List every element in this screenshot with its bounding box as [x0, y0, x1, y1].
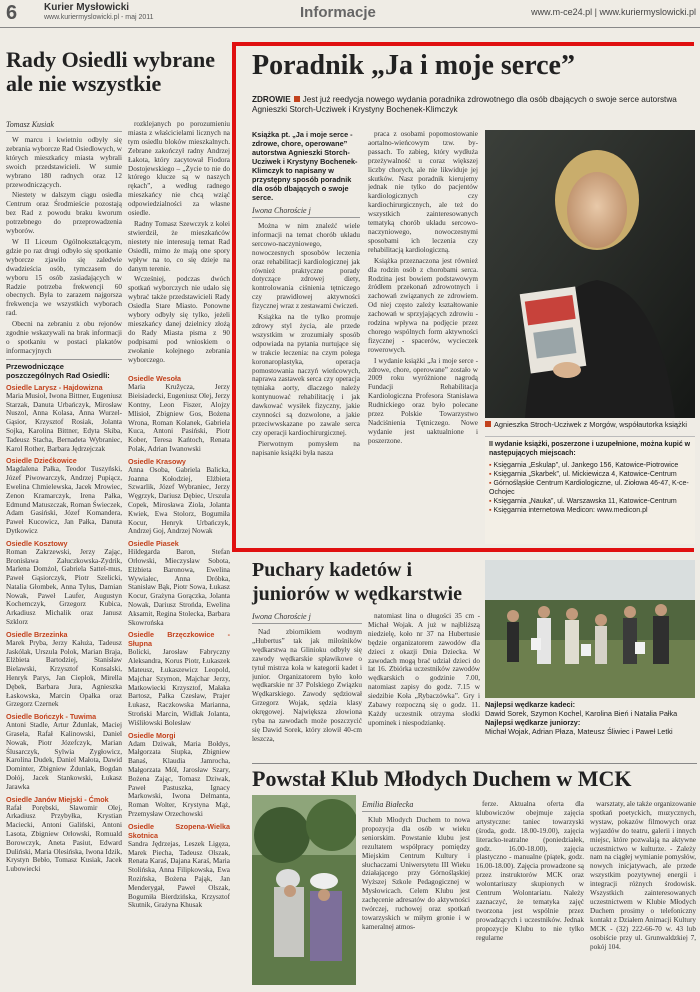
- club-byline: Emilia Białecka: [362, 800, 470, 812]
- paragraph: praca z osobami popomostowanie aortalno-wieńcowym tzw. by-passach. To zabieg, który wydłuża przeżywalność u coraz większej liczby chorych, ale nie likwiduje jej skutków. Nasz poradnik kierujemy jednak nie tylko do pacjentów kardiologicznych czy kardiochirurgicznych, ale też do wszystkich zainteresowanych tematyką chorób układu sercowo-naczyniowego, nowoczesnymi sposobami ich leczenia czy rehabilitacją kardiologiczną.: [368, 130, 478, 254]
- district-name: Osiedle Bończyk - Tuwima: [6, 712, 97, 722]
- district-members: Bolicki, Jarosław Fabryczny Aleksandra, Korus Piotr, Łukaszek Mateusz, Łukaszewicz Leopold, Majchar Szymon, Majchar Jerzy, Matkowiecki Krzysztof, Małaka Bartosz, Pałka Czesław, Prajer Łukasz, Raczkowska Marianna, Stroński Marcin, Widlak Jolanta, Wiśliłowski Bolesław: [128, 648, 230, 727]
- poradnik-column-2: [368, 130, 478, 548]
- caption-heading: Najlepsi wędkarze kadeci:: [485, 700, 576, 709]
- paragraph: natomiast lina o długości 35 cm - Michał Wojak. A już w najbliższą niedzielę, koło nr 37 na Hubertusie będzie organizatorem zawodów dla dzieci z okazji Dnia Dziecka. W zawodach mogą brać udział dzieci do lat 16. Zbiórka uczestników zawodów wędkarskich o godzinie 7.00, natomiast zapisy do godz. 7.15 w siedzibie Koła „Rybaczówka”. Gry i Zabawy rozpoczną się o godz. 11. Każdy uczestnik otrzyma słodki upominek i niespodziankę.: [368, 612, 480, 727]
- district-item: [128, 731, 230, 819]
- paragraph: Nad zbiornikiem wodnym „Hubertus” tak jak miłośników wędkarstwa na Glinioku odbyły się zawody wędkarskie spławikowe o tytuł mistrza koła w kategorii kadet i junior. Organizatorem było koło wędkarskie nr 37 Polskiego Związku Wędkarskiego. Zawody sędziował Grzegorz Wojak, sędzia klasy okręgowej. Największa złowiona ryba na zawodach może poszczycić się Dawid Sorek, który złowił 40-cm leszcza,: [252, 628, 362, 743]
- left-article-column-1: [6, 120, 122, 980]
- shop-list-item: ▪ Księgarnia „Skarbek”, ul. Mickiewicza 4, Katowice-Centrum: [489, 470, 691, 479]
- district-item: [6, 383, 122, 454]
- district-name: Osiedle Janów Miejski - Ćmok: [6, 794, 109, 804]
- shop-list-item: ▪ Księgarnia „Nauka”, ul. Warszawska 11, Katowice-Centrum: [489, 497, 691, 506]
- fishing-column-1: [252, 612, 362, 758]
- district-members: Anna Osoba, Gabriela Balicka, Joanna Kołodziej, Elżbieta Szwarlik, Józef Wybraniec, Jerzy Węgrzyk, Dariusz Dębiec, Urszula Copek, Mirosława Ziola, Jolanta Kwiek, Ewa Stolorz, Bogumiła Kocur, Henryk Urbańczyk, Andrzej Goj, Andrzej Nowak: [128, 465, 230, 536]
- district-members: Sandra Jędrzejas, Leszek Ligęza, Marek Piecha, Tadeusz Olszak, Renata Karaś, Dajana Karaś, Maria Stolińska, Anna Filipkowska, Ewa Rozińska, Bożena Pająk, Jan Menderygał, Paweł Olszak, Bogumiła Bierdzińska, Krzysztof Skutnik, Grażyna Khusak: [128, 839, 230, 910]
- district-members: Antoni Stadle, Artur Żdunlak, Maciej Grasela, Rafał Kalinowski, Daniel Nowak, Piotr Józefczyk, Marian Ślusarczyk, Sylwia Zygłowicz, Karolina Dudek, Daniel Małota, Dawid Dominter, Zbigniew Żdunlak, Bogdan Dołój, Jacek Stankowski, Łukasz Jarawka: [6, 721, 122, 791]
- poradnik-article-title: Poradnik „Ja i moje serce”: [252, 50, 575, 81]
- where-to-buy-box: [485, 436, 695, 544]
- paragraph: rozklejanych po porozumieniu miasta z właścicielami licznych na tym osiedlu bloków mieszkalnych. Zebrane zakończył radny Andrzej Łakota, który zacytował Fiodora Dostojewskiego – „Życie to nie do którego klucze są w naszych rękach”, a według radnego mieszkańcy nie chcą wziąć odpowiedzialności za własne osiedle.: [128, 120, 230, 218]
- district-name: Osiedle Brzęczkowice - Słupna: [128, 630, 230, 649]
- fishing-photo-caption: [485, 700, 695, 736]
- caption-heading: Najlepsi wędkarze juniorzy:: [485, 718, 581, 727]
- paragraph: Pierwotnym pomysłem na napisanie książki była nasza: [252, 439, 360, 457]
- district-item: [6, 630, 122, 709]
- author-photo-caption: Agnieszka Stroch-Ucziwek z Morgów, współautorka książki: [485, 420, 695, 429]
- district-item: [128, 457, 230, 536]
- paragraph: Książka przeznaczona jest również dla rodzin osób z chorobami serca. Rodzina jest bowiem podstawowym źródłem przekonań zdrowotnych i zachowań związanych ze zdrowiem. Od niej często zależy kształtowanie zachowań w sprzyjających zdrowiu - rodzina wpływa na podjęcie przez chorego wspólnych form aktywności fizycznej - spacerów, wycieczek rowerowych.: [368, 256, 478, 354]
- brand-subtitle: www.kuriermyslowicki.pl - maj 2011: [44, 14, 154, 21]
- lead-text: Jest już reedycja nowego wydania poradnika zdrowotnego dla osób dbających o swoje serce autorstwa Agnieszki Storch-Ucziwek i Krystyny Bochenek-Klimczyk: [252, 95, 677, 114]
- district-name: Osiedle Szopena-Wielka Skotnica: [128, 821, 230, 840]
- district-members: Rafał Porębski, Sławomir Olej, Arkadiusz Przybyłka, Krystian Maciecki, Antoni Galiński, Antoni Lasota, Zbigniew Orłowski, Romuald Borowczyk, Aneta Pasiut, Edward Duliński, Maria Olesińska, Iwona Idzik, Krystyn Bebło, Tomasz Kusiak, Jacek Lubowiecki: [6, 803, 122, 874]
- left-article-column-2: [128, 120, 230, 980]
- district-name: Osiedle Brzezinka: [6, 629, 68, 639]
- district-name: Osiedle Wesoła: [128, 374, 181, 384]
- district-name: Osiedle Piasek: [128, 539, 179, 549]
- where-to-buy-heading: II wydanie książki, poszerzone i uzupełnione, można kupić w następujących miejscach:: [489, 441, 691, 457]
- district-name: Osiedle Krasowy: [128, 456, 186, 466]
- author-photo: [485, 130, 695, 418]
- fishing-column-2: [368, 612, 480, 758]
- district-item: [6, 712, 122, 791]
- club-column-2: [476, 800, 584, 986]
- district-item: [6, 539, 122, 627]
- district-item: [6, 456, 122, 535]
- paragraph: Klub Młodych Duchem to nowa propozycja dla osób w wieku seniorskim. Powstanie klubu jest rezultatem współpracy pomiędzy Miejskim Centrum Kultury i słuchaczami Uniwersytetu III Wieku działającego przy Górnośląskiej Wyższej Szkole Pedagogicznej w Mysłowicach. Celem Klubu jest zachęcenie adresatów do aktywności twórczej, ruchowej oraz spotkań towarzyskich w miłym gronie i w kameralnej atmos-: [362, 816, 470, 931]
- paragraph: I wydanie książki „Ja i moje serce - zdrowe, chore, operowane” zostało w 2009 roku wyróżnione nagrodą Fundacji Rehabilitacja Kardiologiczna Profesora Stanisława Rudnickiego oraz było polecane przez Polskie Towarzystwo Nadciśnienia Tętniczego. Nowe wydanie jest uaktualnione i poszerzone.: [368, 356, 478, 445]
- club-column-1: [362, 800, 470, 986]
- fishing-byline: Iwona Choroście j: [252, 612, 362, 624]
- district-item: [128, 539, 230, 627]
- district-item: [6, 795, 122, 874]
- poradnik-lead: [252, 95, 692, 115]
- section-title: Informacje: [300, 4, 376, 21]
- district-members: Hildegarda Baron, Stefan Orłowski, Mieczysław Sobota, Elżbieta Baronowa, Ewelina Wywiałec, Anna Dróbka, Stanisław Bąk, Piotr Sowa, Łukasz Kocur, Grażyna Gorączka, Jolanta Nowak, Dariusz Strońda, Ewelina Aksamit, Regina Stolecka, Barbara Skowrońska: [128, 548, 230, 627]
- district-name: Osiedle Dziećkowice: [6, 456, 77, 466]
- district-members: Roman Zakrzewski, Jerzy Zając, Bronisława Załuczkowska-Zydrik, Marlena Domżoł, Gabriela Sattel-mus, Paweł Gąsiorczyk, Piotr Szelicki, Natalia Głombek, Anna Tylus, Damian Nowak, Paweł Laufer, Augustyn Kochemczyk, Grzegorz Kubica, Arkadiusz Michalik oraz Janusz Szklorz: [6, 547, 122, 627]
- paragraph: Książka na tle tylko promuje zdrowy styl życia, ale przede wszystkim w zrozumiały sposób odpowiada na pytania nurtujące się w trakcie leczenia: na czym polega koronaroplastyka, operacja pomostowania naczyń wieńcowych, naprawa zastawek serca czy operacja tętniaka aorty, dlaczego należy kontynuować rehabilitację i jak dawkować wysiłek fizyczny, jakie czynności są dozwolone, a jakie przeciwwskazane po zawale serca czy operacji kardiochirurgicznej.: [252, 313, 360, 437]
- fishing-photo: [485, 560, 695, 698]
- poradnik-column-1: [252, 130, 360, 548]
- district-members: Marek Pryba, Jerzy Kałuża, Tadeusz Jaskólak, Urszula Polok, Marian Braja, Elżbieta Bartodziej, Stanisław Bielawski, Krzysztof Konsalski, Henryk Parys, Jan Ciepłok, Mirella Dębek, Barbara Jura, Agnieszka Łaskowska, Marcin Opałka oraz Grzegorz Czernek: [6, 638, 122, 709]
- club-article-title: Powstał Klub Młodych Duchem w MCK: [252, 763, 697, 792]
- shop-list-item[interactable]: ▪ Księgarnia internetowa Medicon: www.medicon.pl: [489, 506, 691, 515]
- district-name: Osiedle Kosztowy: [6, 538, 68, 548]
- brand-name: Kurier Mysłowicki: [44, 2, 130, 13]
- district-item: [128, 374, 230, 453]
- fishing-article-title: Puchary kadetów i juniorów w wędkarstwie: [252, 559, 462, 605]
- district-members: Adam Dziwak, Maria Bołdys, Małgorzata Siupka, Zbigniew Banaś, Klaudia Jamrocha, Małgorzata Mól, Jarosław Szary, Bożena Zając, Tomasz Dziwak, Paweł Pastuszka, Ignacy Markowski, Iwona Delmanta, Roman Wolter, Krystyna Mąż, Przemysław Orzechowski: [128, 739, 230, 818]
- paragraph: W II Liceum Ogólnokształcącym, gdzie po raz drugi odbyło się spotkanie wyborcze zjawiło się zaledwie dwadzieścia osób, tymczasem do wyboru 15 osób zasiadających w Radzie potrzeba frekwencji 60 obecnych. Była to zarazem najgorsza frekwencja we wszystkich wyborach rad.: [6, 237, 122, 318]
- shop-list-item: ▪ Górnośląskie Centrum Kardiologiczne, ul. Ziołowa 46-47, K-ce-Ochojec: [489, 479, 691, 497]
- district-members: Maria Kružycza, Jerzy Bieisiadecki, Eugeniusz Olej, Jerzy Kontny, Leon Fiszer, Alojzy Mlisioł, Zbigniew Gos, Bożena Wrona, Roman Kolanek, Gabriela Kuca, Antoni Pasiński, Piotr Kober, Teresa Kańtoch, Renata Polak, Adrian Iwanowski: [128, 383, 230, 454]
- paragraph: W marcu i kwietniu odbyły się zebrania wyborcze Rad Osiedlowych, w których mieszkańcy miasta wybrali swoich przedstawicieli. W sumie wybrano 180 radnych oraz 12 przewodniczących.: [6, 136, 122, 189]
- paragraph: warsztaty, ale także organizowanie spotkań poetyckich, muzycznych, wystaw, pokazów filmowych oraz wyjazdów do teatru, galerii i innych miejsc, które pozwalają na aktywne uczestnictwo w kulturze. - Zależy nam na ciągłej wymianie pomysłów, nowych inicjatywach, ale przede wszystkim pozytywnej energii i integracji różnych środowisk. Wszystkich zainteresowanych uczestnictwem w Klubie Młodych Duchem prosimy o telefoniczny kontakt z Działem Animacji Kultury MCK - (32) 222-66-70 w. 43 lub osobiście przy ul. Grunwaldzkiej 7, pokój 104.: [590, 800, 696, 951]
- left-article-byline: Tomasz Kusiak: [6, 120, 122, 132]
- poradnik-byline: Iwona Choroście j: [252, 206, 360, 218]
- left-article-title: Rady Osiedli wybrane ale nie wszystkie: [6, 47, 216, 96]
- caption-names: Dawid Sorek, Szymon Kochel, Karolina Bień i Natalia Pałka: [485, 709, 678, 718]
- district-item: [128, 822, 230, 910]
- shop-list-item: ▪ Księgarnia „Eskulap”, ul. Jankego 156, Katowice-Piotrowice: [489, 461, 691, 470]
- paragraph: ferze. Aktualna oferta dla klubowiczów obejmuje zajęcia artystyczne: taniec towarzyski (środa, godz. 18.00-19.00), zajęcia literacko-teatralne (poniedziałek, godz. 16.00-18.00), zajęcia plastyczno - manualne (piątek, godz. 16.00-18.00). Zajęcia prowadzone są przez instruktorów MCK oraz wolontariuszy skupionych w Centrum Wolontariatu. Należy zaznaczyć, że tematyka zajęć tworzona jest wspólnie przez prowadzących i uczestników. Jednak propozycje Klubu to nie tylko regularne: [476, 800, 584, 942]
- club-photo: [252, 795, 356, 985]
- council-list-heading: Przewodniczące poszczególnych Rad Osiedli:: [6, 361, 110, 380]
- page-header: [0, 0, 700, 28]
- lead-tag: ZDROWIE: [252, 95, 291, 104]
- poradnik-box-lead: Książka pt. „Ja i moje serce - zdrowe, chore, operowane” autorstwa Agnieszki Storch-Ucziwek i Krystyny Bochenek-Klimczyk to napisany w przystępny sposób poradnik dla osób dbających o swoje serce.: [252, 130, 358, 202]
- district-name: Osiedle Larysz - Hajdowizna: [6, 382, 103, 392]
- district-members: Maria Musioł, Iwona Bittner, Eugeniusz Starzak, Danuta Urbańczyk, Mirosław Nuszol, Anna Kolasa, Anna Wurzel-Gąsior, Krzysztof Rosiak, Jolanta Sojka, Karolina Bittner, Edyta Skiba, Tadeusz Stacha, Bernadeta Wybraniec, Karol Rother, Barbara Jędrzejczak: [6, 391, 122, 453]
- square-bullet-icon: [485, 421, 491, 427]
- square-bullet-icon: [294, 96, 300, 102]
- page-number: 6: [6, 2, 18, 24]
- caption-names: Michał Wojak, Adrian Płaza, Mateusz Śliwiec i Paweł Letki: [485, 727, 673, 736]
- paragraph: Radny Tomasz Szewczyk z kolei stwierdził, że mieszkańców niestety nie interesują temat Rad Osiedli, mimo że mają one spory wpływ na to, co się dzieje na danym terenie.: [128, 219, 230, 273]
- paragraph: Obecni na zebraniu z obu rejonów zgodnie wskazywali na brak informacji o spotkaniu w postaci plakatów informacyjnych: [6, 320, 122, 355]
- district-name: Osiedle Morgi: [128, 730, 176, 740]
- district-item: [128, 630, 230, 727]
- header-urls[interactable]: www.m-ce24.pl | www.kuriermyslowicki.pl: [531, 7, 696, 17]
- paragraph: Można w nim znaleźć wiele informacji na temat chorób układu sercowo-naczyniowego, nowoczesnych sposobów leczenia oraz rehabilitacji kardiologicznej jak również praktyczne porady dotyczące zdrowej diety, kontrolowania ciśnienia tętniczego czy prawidłowej aktywności fizycznej wraz z zestawami ćwiczeń.: [252, 222, 360, 311]
- paragraph: Wcześniej, podczas dwóch spotkań wyborczych nie udało się wybrać także przedstawicieli Rady Osiedla Stare Miasto. Ponowne wybory odbyły się tylko, jeżeli mieszkańcy danej dzielnicy złożą do Rady Miasta pisma z 90 podpisami pod wnioskiem o zwołanie kolejnego zebrania wyborczego.: [128, 275, 230, 364]
- club-column-3: [590, 800, 696, 986]
- district-members: Magdalena Pałka, Teodor Tuszyński, Józef Piwowarczyk, Andrzej Pupiącz, Ewelina Chmielewska, Jacek Mrowiec, Zenon Kramarczyk, Irena Pałka, Edmund Matuszczak, Roman Świeczek, Adam Gasiński, Józef Komandera, Paweł Kucowicz, Jan Pałka, Danuta Dytkowicz: [6, 465, 122, 535]
- paragraph: Niestety w dalszym ciągu osiedla Centrum oraz Środmieście pozostają bez Rad z powodu braku kworum potrzebnego do przeprowadzenia wyborów.: [6, 191, 122, 236]
